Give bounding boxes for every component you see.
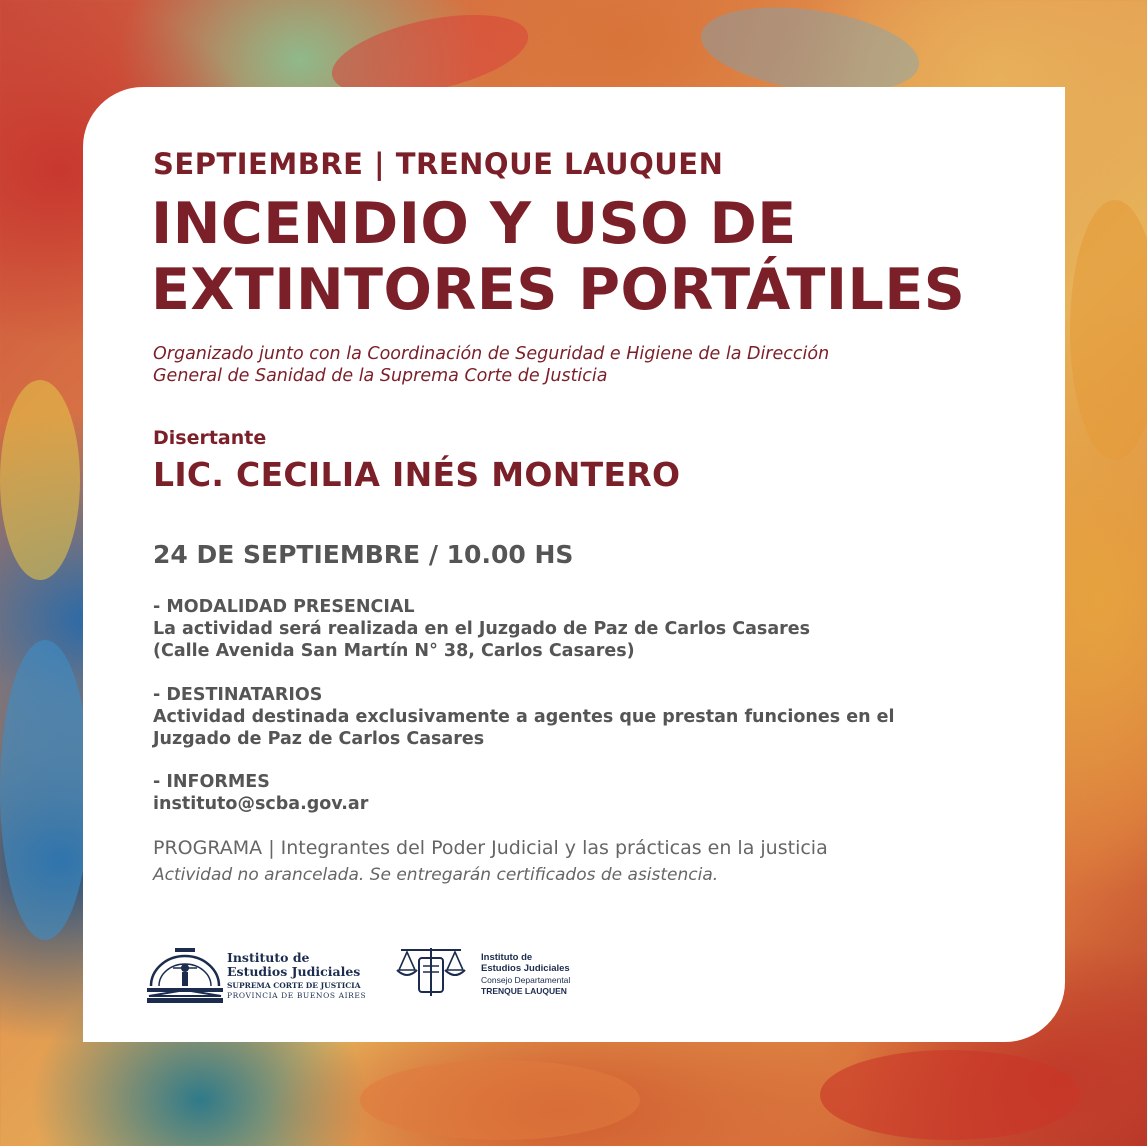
scales-icon [393, 946, 469, 998]
organizer-line1: Organizado junto con la Coordinación de Seguridad e Higiene de la Dirección [153, 344, 830, 364]
event-date: 24 DE SEPTIEMBRE / 10.00 HS [153, 540, 574, 569]
modalidad-heading: - MODALIDAD PRESENCIAL [153, 597, 415, 617]
speaker-name: LIC. CECILIA INÉS MONTERO [153, 455, 681, 494]
informes-email[interactable]: instituto@scba.gov.ar [153, 794, 369, 814]
modalidad-line1: La actividad será realizada en el Juzgado de Paz de Carlos Casares [153, 619, 811, 639]
logo-right-line2: Estudios Judiciales [481, 963, 570, 974]
flyer-card [83, 87, 1065, 1042]
logo-right-line3: Consejo Departamental [481, 975, 571, 985]
iej-trenque-lauquen-logo [393, 942, 613, 1012]
event-title-line1: INCENDIO Y USO DE [151, 191, 797, 257]
modalidad-line2: (Calle Avenida San Martín N° 38, Carlos Casares) [153, 641, 635, 661]
destinatarios-heading: - DESTINATARIOS [153, 685, 323, 705]
iej-scba-logo [145, 942, 375, 1012]
paint-stroke [360, 1060, 640, 1140]
logo-left-line1: Instituto de [227, 950, 310, 965]
informes-section [153, 771, 368, 815]
courthouse-icon [145, 946, 225, 1008]
informes-heading: - INFORMES [153, 772, 270, 792]
speaker-label: Disertante [153, 427, 267, 449]
event-subtitle: SEPTIEMBRE | TRENQUE LAUQUEN [153, 147, 724, 181]
destinatarios-line2: Juzgado de Paz de Carlos Casares [153, 729, 485, 749]
paint-stroke [820, 1050, 1080, 1140]
logo-left-line4: PROVINCIA DE BUENOS AIRES [227, 991, 367, 1000]
logo-left-line2: Estudios Judiciales [227, 964, 361, 979]
organizer-line2: General de Sanidad de la Suprema Corte de Justicia [153, 366, 608, 386]
certificate-note: Actividad no arancelada. Se entregarán certificados de asistencia. [153, 865, 719, 885]
logo-right-line1: Instituto de [481, 952, 533, 963]
paint-stroke [0, 640, 90, 940]
event-title [151, 191, 1031, 323]
destinatarios-section [153, 684, 895, 750]
logo-right-line4: TRENQUE LAUQUEN [481, 986, 567, 996]
destinatarios-line1: Actividad destinada exclusivamente a agentes que prestan funciones en el [153, 707, 895, 727]
logo-left-line3: SUPREMA CORTE DE JUSTICIA [227, 981, 361, 990]
paint-stroke [1070, 200, 1147, 460]
organizer-text [153, 343, 953, 387]
event-title-line2: EXTINTORES PORTÁTILES [151, 257, 966, 323]
paint-stroke [0, 380, 80, 580]
modalidad-section [153, 596, 810, 662]
programa-text: PROGRAMA | Integrantes del Poder Judicial y las prácticas en la justicia [153, 837, 828, 859]
